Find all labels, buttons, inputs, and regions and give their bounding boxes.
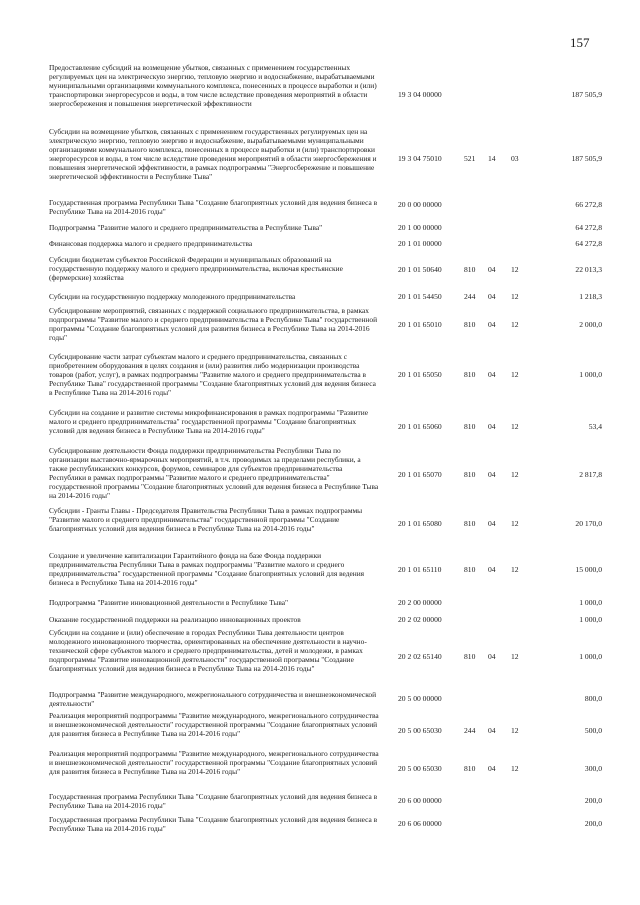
row-subsection: 12 (511, 265, 519, 274)
row-description: Оказание государственной поддержки на реализацию инновационных проектов (49, 615, 301, 624)
row-section: 04 (488, 519, 496, 528)
row-code: 20 2 00 00000 (398, 598, 442, 607)
row-code: 20 5 00 65030 (398, 764, 442, 773)
row-amount: 2 000,0 (579, 320, 602, 329)
row-description: Субсидии на создание и (или) обеспечение в городах Республики Тыва деятельности центров молодежного инновационного творчества, ориентированных на обеспечение деятельности в научно-технической сфере субъектов малого и среднего предпринимательства, детей и молодежи, в рамках подпрограммы "Развитие инновационной деятельности" государственной программы "Создание благоприятных условий для ведения бизнеса в Республике Тыва на 2014-2016 годы" (49, 628, 367, 673)
row-section: 04 (488, 320, 496, 329)
row-subsection: 12 (511, 470, 519, 479)
row-description: Реализация мероприятий подпрограммы "Развитие международного, межрегионального сотрудничества и внешнеэкономической деятельности" государственной программы "Создание благоприятных условий для развития бизнеса в Республике Тыва на 2014-2016 годы" (49, 749, 379, 776)
row-code: 20 0 00 00000 (398, 200, 442, 209)
row-subsection: 12 (511, 652, 519, 661)
row-code: 20 6 06 00000 (398, 819, 442, 828)
row-subsection: 12 (511, 320, 519, 329)
row-code: 20 2 02 65140 (398, 652, 442, 661)
row-description: Государственная программа Республики Тыва "Создание благоприятных условий для ведения бизнеса в Республике Тыва на 2014-2016 годы" (49, 815, 378, 833)
row-description: Субсидии на государственную поддержку молодежного предпринимательства (49, 292, 296, 301)
row-amount: 15 000,0 (575, 565, 602, 574)
row-amount: 500,0 (584, 726, 602, 735)
row-amount: 53,4 (588, 422, 602, 431)
row-expense-type: 521 (464, 154, 476, 163)
row-description: Создание и увеличение капитализации Гарантийного фонда на базе Фонда поддержки предпринимательства Республики Тыва в рамках подпрограммы "Развитие малого и среднего предпринимательства" государственной программы "Создание благоприятных условий для ведения бизнеса в Республике Тыва на 2014-2016 годы" (49, 551, 365, 587)
row-amount: 22 013,3 (575, 265, 602, 274)
row-description: Субсидии на создание и развитие системы микрофинансирования в рамках подпрограммы "Развитие малого и среднего предпринимательства" государственной программы "Создание благоприятных условий для ведения бизнеса в Республике Тыва на 2014-2016 годы" (49, 408, 369, 435)
row-description: Финансовая поддержка малого и среднего предпринимательства (49, 239, 253, 248)
row-section: 04 (488, 292, 496, 301)
row-subsection: 12 (511, 726, 519, 735)
row-amount: 66 272,8 (575, 200, 602, 209)
row-amount: 200,0 (584, 819, 602, 828)
row-description: Субсидии на возмещение убытков, связанных с применением государственных регулируемых цен на электрическую энергию, тепловую энергию и водоснабжение, вырабатываемыми муниципальными организациями коммунального комплекса, понесенных в процессе выработки и (или) транспортировки энергоресурсов и воды, в том числе вследствие проведения мероприятий в области энергосбережения и повышения энергетической эффективности, в рамках подпрограммы "Энергосбережение и повышение энергетической эффективности в Республике Тыва" (49, 127, 377, 181)
row-amount: 300,0 (584, 764, 602, 773)
row-section: 04 (488, 565, 496, 574)
row-subsection: 12 (511, 764, 519, 773)
row-expense-type: 244 (464, 292, 476, 301)
row-section: 04 (488, 726, 496, 735)
row-description: Подпрограмма "Развитие малого и среднего предпринимательства в Республике Тыва" (49, 223, 323, 232)
row-code: 20 1 01 65110 (398, 565, 442, 574)
row-subsection: 12 (511, 370, 519, 379)
row-description: Предоставление субсидий на возмещение убытков, связанных с применением государственных регулируемых цен на электрическую энергию, тепловую энергию и водоснабжение, вырабатываемыми муниципальными организациями коммунального комплекса, понесенных в процессе выработки и (или) транспортировки энергоресурсов и воды, в том числе вследствие проведения мероприятий в области энергосбережения и повышения энергетической эффективности (49, 63, 377, 108)
row-amount: 1 218,3 (579, 292, 602, 301)
row-expense-type: 810 (464, 320, 476, 329)
row-amount: 200,0 (584, 796, 602, 805)
row-code: 20 1 01 65080 (398, 519, 442, 528)
row-section: 04 (488, 422, 496, 431)
row-amount: 64 272,8 (575, 223, 602, 232)
row-amount: 1 000,0 (579, 598, 602, 607)
row-expense-type: 810 (464, 652, 476, 661)
row-code: 20 1 01 65070 (398, 470, 442, 479)
row-expense-type: 810 (464, 265, 476, 274)
row-expense-type: 244 (464, 726, 476, 735)
row-subsection: 12 (511, 519, 519, 528)
row-subsection: 12 (511, 422, 519, 431)
row-code: 20 1 01 54450 (398, 292, 442, 301)
row-section: 04 (488, 764, 496, 773)
row-code: 19 3 04 00000 (398, 90, 442, 99)
row-amount: 1 000,0 (579, 615, 602, 624)
row-amount: 64 272,8 (575, 239, 602, 248)
row-amount: 187 505,9 (571, 90, 602, 99)
row-code: 20 1 01 50640 (398, 265, 442, 274)
row-section: 04 (488, 265, 496, 274)
row-amount: 187 505,9 (571, 154, 602, 163)
row-description: Государственная программа Республики Тыва "Создание благоприятных условий для ведения бизнеса в Республике Тыва на 2014-2016 годы" (49, 792, 378, 810)
row-code: 20 5 00 00000 (398, 694, 442, 703)
row-description: Реализация мероприятий подпрограммы "Развитие международного, межрегионального сотрудничества и внешнеэкономической деятельности" государственной программы "Создание благоприятных условий для развития бизнеса в Республике Тыва на 2014-2016 годы" (49, 711, 379, 738)
row-code: 20 1 01 00000 (398, 239, 442, 248)
row-amount: 20 170,0 (575, 519, 602, 528)
row-expense-type: 810 (464, 565, 476, 574)
row-expense-type: 810 (464, 764, 476, 773)
row-description: Субсидирование деятельности Фонда поддержки предпринимательства Республики Тыва по организации выставочно-ярмарочных мероприятий, в т.ч. проводимых за пределами республики, а также республиканских конкурсов, форумов, семинаров для субъектов предпринимательства Республики в рамках подпрограммы "Развитие малого и среднего предпринимательства" государственной программы "Создание благоприятных условий для ведения бизнеса в Республике Тыва на 2014-2016 годы" (49, 446, 379, 500)
row-expense-type: 810 (464, 519, 476, 528)
row-amount: 2 817,8 (579, 470, 602, 479)
row-code: 20 6 00 00000 (398, 796, 442, 805)
row-description: Субсидии - Гранты Главы - Председателя Правительства Республики Тыва в рамках подпрограммы "Развитие малого и среднего предпринимательства" государственной программы "Создание благоприятных условий для ведения бизнеса в Республике Тыва на 2014-2016 годы" (49, 506, 363, 533)
row-description: Субсидирование мероприятий, связанных с поддержкой социального предпринимательства, в рамках подпрограммы "Развитие малого и среднего предпринимательства в Республике Тыва" государственной программы "Создание благоприятных условий для развития бизнеса в Республике Тыва на 2014-2016 годы" (49, 306, 378, 342)
row-description: Подпрограмма "Развитие международного, межрегионального сотрудничества и внешнеэкономической деятельности" (49, 690, 377, 708)
page-number: 157 (570, 35, 590, 50)
row-code: 20 1 01 65060 (398, 422, 442, 431)
row-description: Государственная программа Республики Тыва "Создание благоприятных условий для ведения бизнеса в Республике Тыва на 2014-2016 годы" (49, 198, 378, 216)
row-description: Подпрограмма "Развитие инновационной деятельности в Республике Тыва" (49, 598, 289, 607)
row-code: 20 2 02 00000 (398, 615, 442, 624)
row-amount: 1 000,0 (579, 370, 602, 379)
row-code: 20 5 00 65030 (398, 726, 442, 735)
row-description: Субсидии бюджетам субъектов Российской Федерации и муниципальных образований на государственную поддержку малого и среднего предпринимательства, включая крестьянские (фермерские) хозяйства (49, 255, 343, 282)
row-section: 04 (488, 652, 496, 661)
row-section: 04 (488, 470, 496, 479)
row-amount: 1 000,0 (579, 652, 602, 661)
row-section: 14 (488, 154, 496, 163)
row-code: 20 1 00 00000 (398, 223, 442, 232)
row-code: 19 3 04 75010 (398, 154, 442, 163)
row-expense-type: 810 (464, 422, 476, 431)
row-expense-type: 810 (464, 470, 476, 479)
row-subsection: 03 (511, 154, 519, 163)
row-section: 04 (488, 370, 496, 379)
row-subsection: 12 (511, 292, 519, 301)
row-code: 20 1 01 65050 (398, 370, 442, 379)
row-expense-type: 810 (464, 370, 476, 379)
row-amount: 800,0 (584, 694, 602, 703)
row-description: Субсидирование части затрат субъектам малого и среднего предпринимательства, связанных с приобретением оборудования в целях создания и (или) развития либо модернизации производства товаров (работ, услуг), в рамках подпрограммы "Развитие малого и среднего предпринимательства в Республике Тыва" государственной программы "Создание благоприятных условий для ведения бизнеса в Республике Тыва на 2014-2016 годы" (49, 352, 376, 397)
row-subsection: 12 (511, 565, 519, 574)
row-code: 20 1 01 65010 (398, 320, 442, 329)
